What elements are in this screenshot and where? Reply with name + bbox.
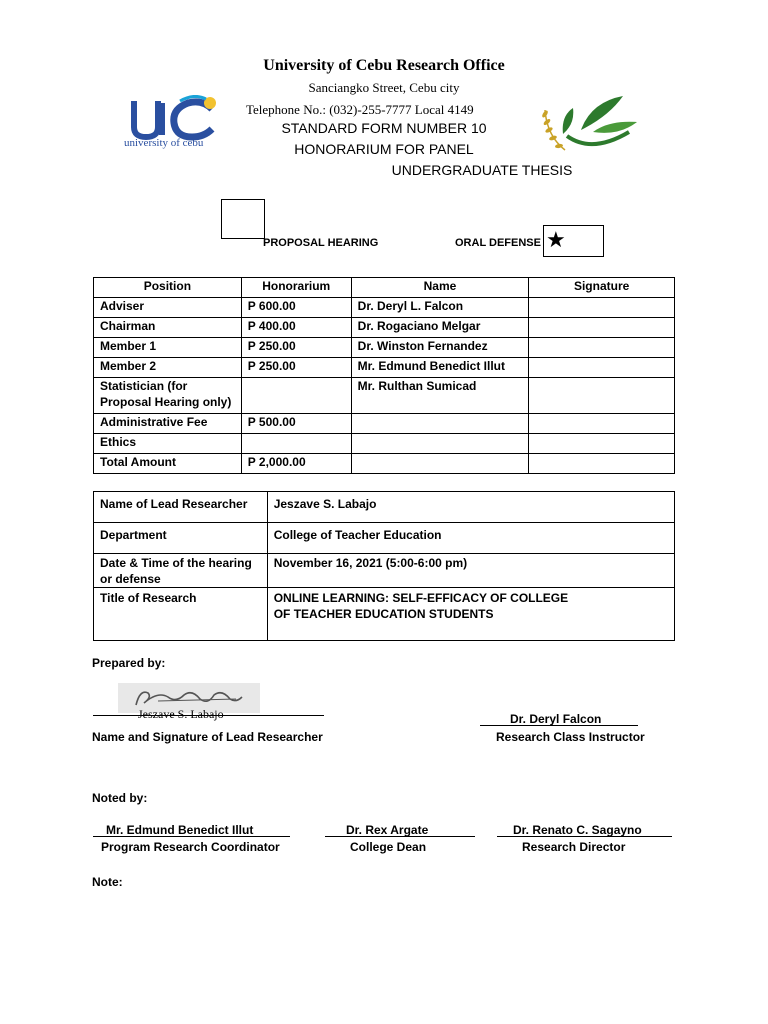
position-cell: Adviser [94, 298, 242, 318]
column-header: Name [351, 278, 529, 298]
position-cell: Member 1 [94, 338, 242, 358]
form-number: STANDARD FORM NUMBER 10 [281, 120, 487, 136]
coordinator-name: Mr. Edmund Benedict Illut [106, 823, 254, 837]
director-name: Dr. Renato C. Sagayno [513, 823, 642, 837]
oral-defense-checkbox[interactable] [543, 225, 604, 257]
table-row [94, 318, 675, 338]
name-cell: Mr. Rulthan Sumicad [351, 378, 529, 414]
honorarium-cell: P 400.00 [241, 318, 351, 338]
signature-cell[interactable] [529, 414, 675, 434]
honorarium-cell: P 250.00 [241, 358, 351, 378]
table-row [94, 588, 675, 641]
researcher-name: Jeszave S. Labajo [138, 707, 224, 721]
column-header: Position [94, 278, 242, 298]
position-cell: Administrative Fee [94, 414, 242, 434]
form-title: HONORARIUM FOR PANEL [294, 141, 474, 157]
table-row [94, 414, 675, 434]
signature-cell[interactable] [529, 318, 675, 338]
column-header: Signature [529, 278, 675, 298]
column-header: Honorarium [241, 278, 351, 298]
name-cell: Dr. Winston Fernandez [351, 338, 529, 358]
dean-title: College Dean [350, 840, 427, 854]
info-label-cell: Title of Research [94, 588, 268, 641]
honorarium-cell: P 500.00 [241, 414, 351, 434]
honorarium-table [93, 277, 675, 474]
research-info-table [93, 491, 675, 641]
name-cell: Dr. Deryl L. Falcon [351, 298, 529, 318]
director-title: Research Director [522, 840, 626, 854]
info-value-cell: ONLINE LEARNING: SELF-EFFICACY OF COLLEGE OF TEACHER EDUCATION STUDENTS [267, 588, 674, 641]
info-value-cell: College of Teacher Education [267, 523, 674, 554]
position-cell: Chairman [94, 318, 242, 338]
position-cell: Ethics [94, 434, 242, 454]
coordinator-title: Program Research Coordinator [101, 840, 280, 854]
honorarium-cell [241, 378, 351, 414]
signature-cell[interactable] [529, 454, 675, 474]
instructor-caption: Research Class Instructor [496, 730, 645, 744]
table-row [94, 298, 675, 318]
star-mark-icon: ★ [546, 227, 566, 252]
table-row [94, 492, 675, 523]
table-row [94, 434, 675, 454]
signature-cell[interactable] [529, 358, 675, 378]
table-row [94, 454, 675, 474]
instructor-name: Dr. Deryl Falcon [510, 712, 602, 726]
signature-cell[interactable] [529, 378, 675, 414]
signature-cell[interactable] [529, 434, 675, 454]
table-row [94, 554, 675, 588]
office-title: University of Cebu Research Office [263, 57, 505, 74]
prepared-by-label: Prepared by: [92, 656, 166, 670]
honorarium-cell: P 250.00 [241, 338, 351, 358]
proposal-hearing-checkbox[interactable] [221, 199, 265, 239]
position-cell: Statistician (for Proposal Hearing only) [94, 378, 242, 414]
position-cell: Member 2 [94, 358, 242, 378]
name-cell [351, 414, 529, 434]
proposal-hearing-label: PROPOSAL HEARING [263, 237, 379, 249]
note-label: Note: [92, 875, 123, 889]
office-address: Sanciangko Street, Cebu city [308, 80, 460, 95]
info-label-cell: Department [94, 523, 268, 554]
researcher-caption: Name and Signature of Lead Researcher [92, 730, 323, 744]
name-cell: Dr. Rogaciano Melgar [351, 318, 529, 338]
signature-cell[interactable] [529, 298, 675, 318]
table-row [94, 358, 675, 378]
table-row [94, 523, 675, 554]
table-row [94, 378, 675, 414]
info-label-cell: Name of Lead Researcher [94, 492, 268, 523]
info-value-cell: Jeszave S. Labajo [267, 492, 674, 523]
info-value-cell: November 16, 2021 (5:00-6:00 pm) [267, 554, 674, 588]
name-cell: Mr. Edmund Benedict Illut [351, 358, 529, 378]
honorarium-cell: P 600.00 [241, 298, 351, 318]
signature-cell[interactable] [529, 338, 675, 358]
oral-defense-label: ORAL DEFENSE [455, 237, 541, 249]
dean-name: Dr. Rex Argate [346, 823, 429, 837]
name-cell [351, 454, 529, 474]
uc-logo-text: university of cebu [124, 137, 204, 149]
info-label-cell: Date & Time of the hearing or defense [94, 554, 268, 588]
position-cell: Total Amount [94, 454, 242, 474]
honorarium-cell: P 2,000.00 [241, 454, 351, 474]
honorarium-cell [241, 434, 351, 454]
form-subtitle: UNDERGRADUATE THESIS [391, 162, 573, 178]
name-cell [351, 434, 529, 454]
table-row [94, 338, 675, 358]
table-header-row [94, 278, 675, 298]
noted-by-label: Noted by: [92, 791, 148, 805]
office-telephone: Telephone No.: (032)-255-7777 Local 4149 [246, 102, 474, 117]
